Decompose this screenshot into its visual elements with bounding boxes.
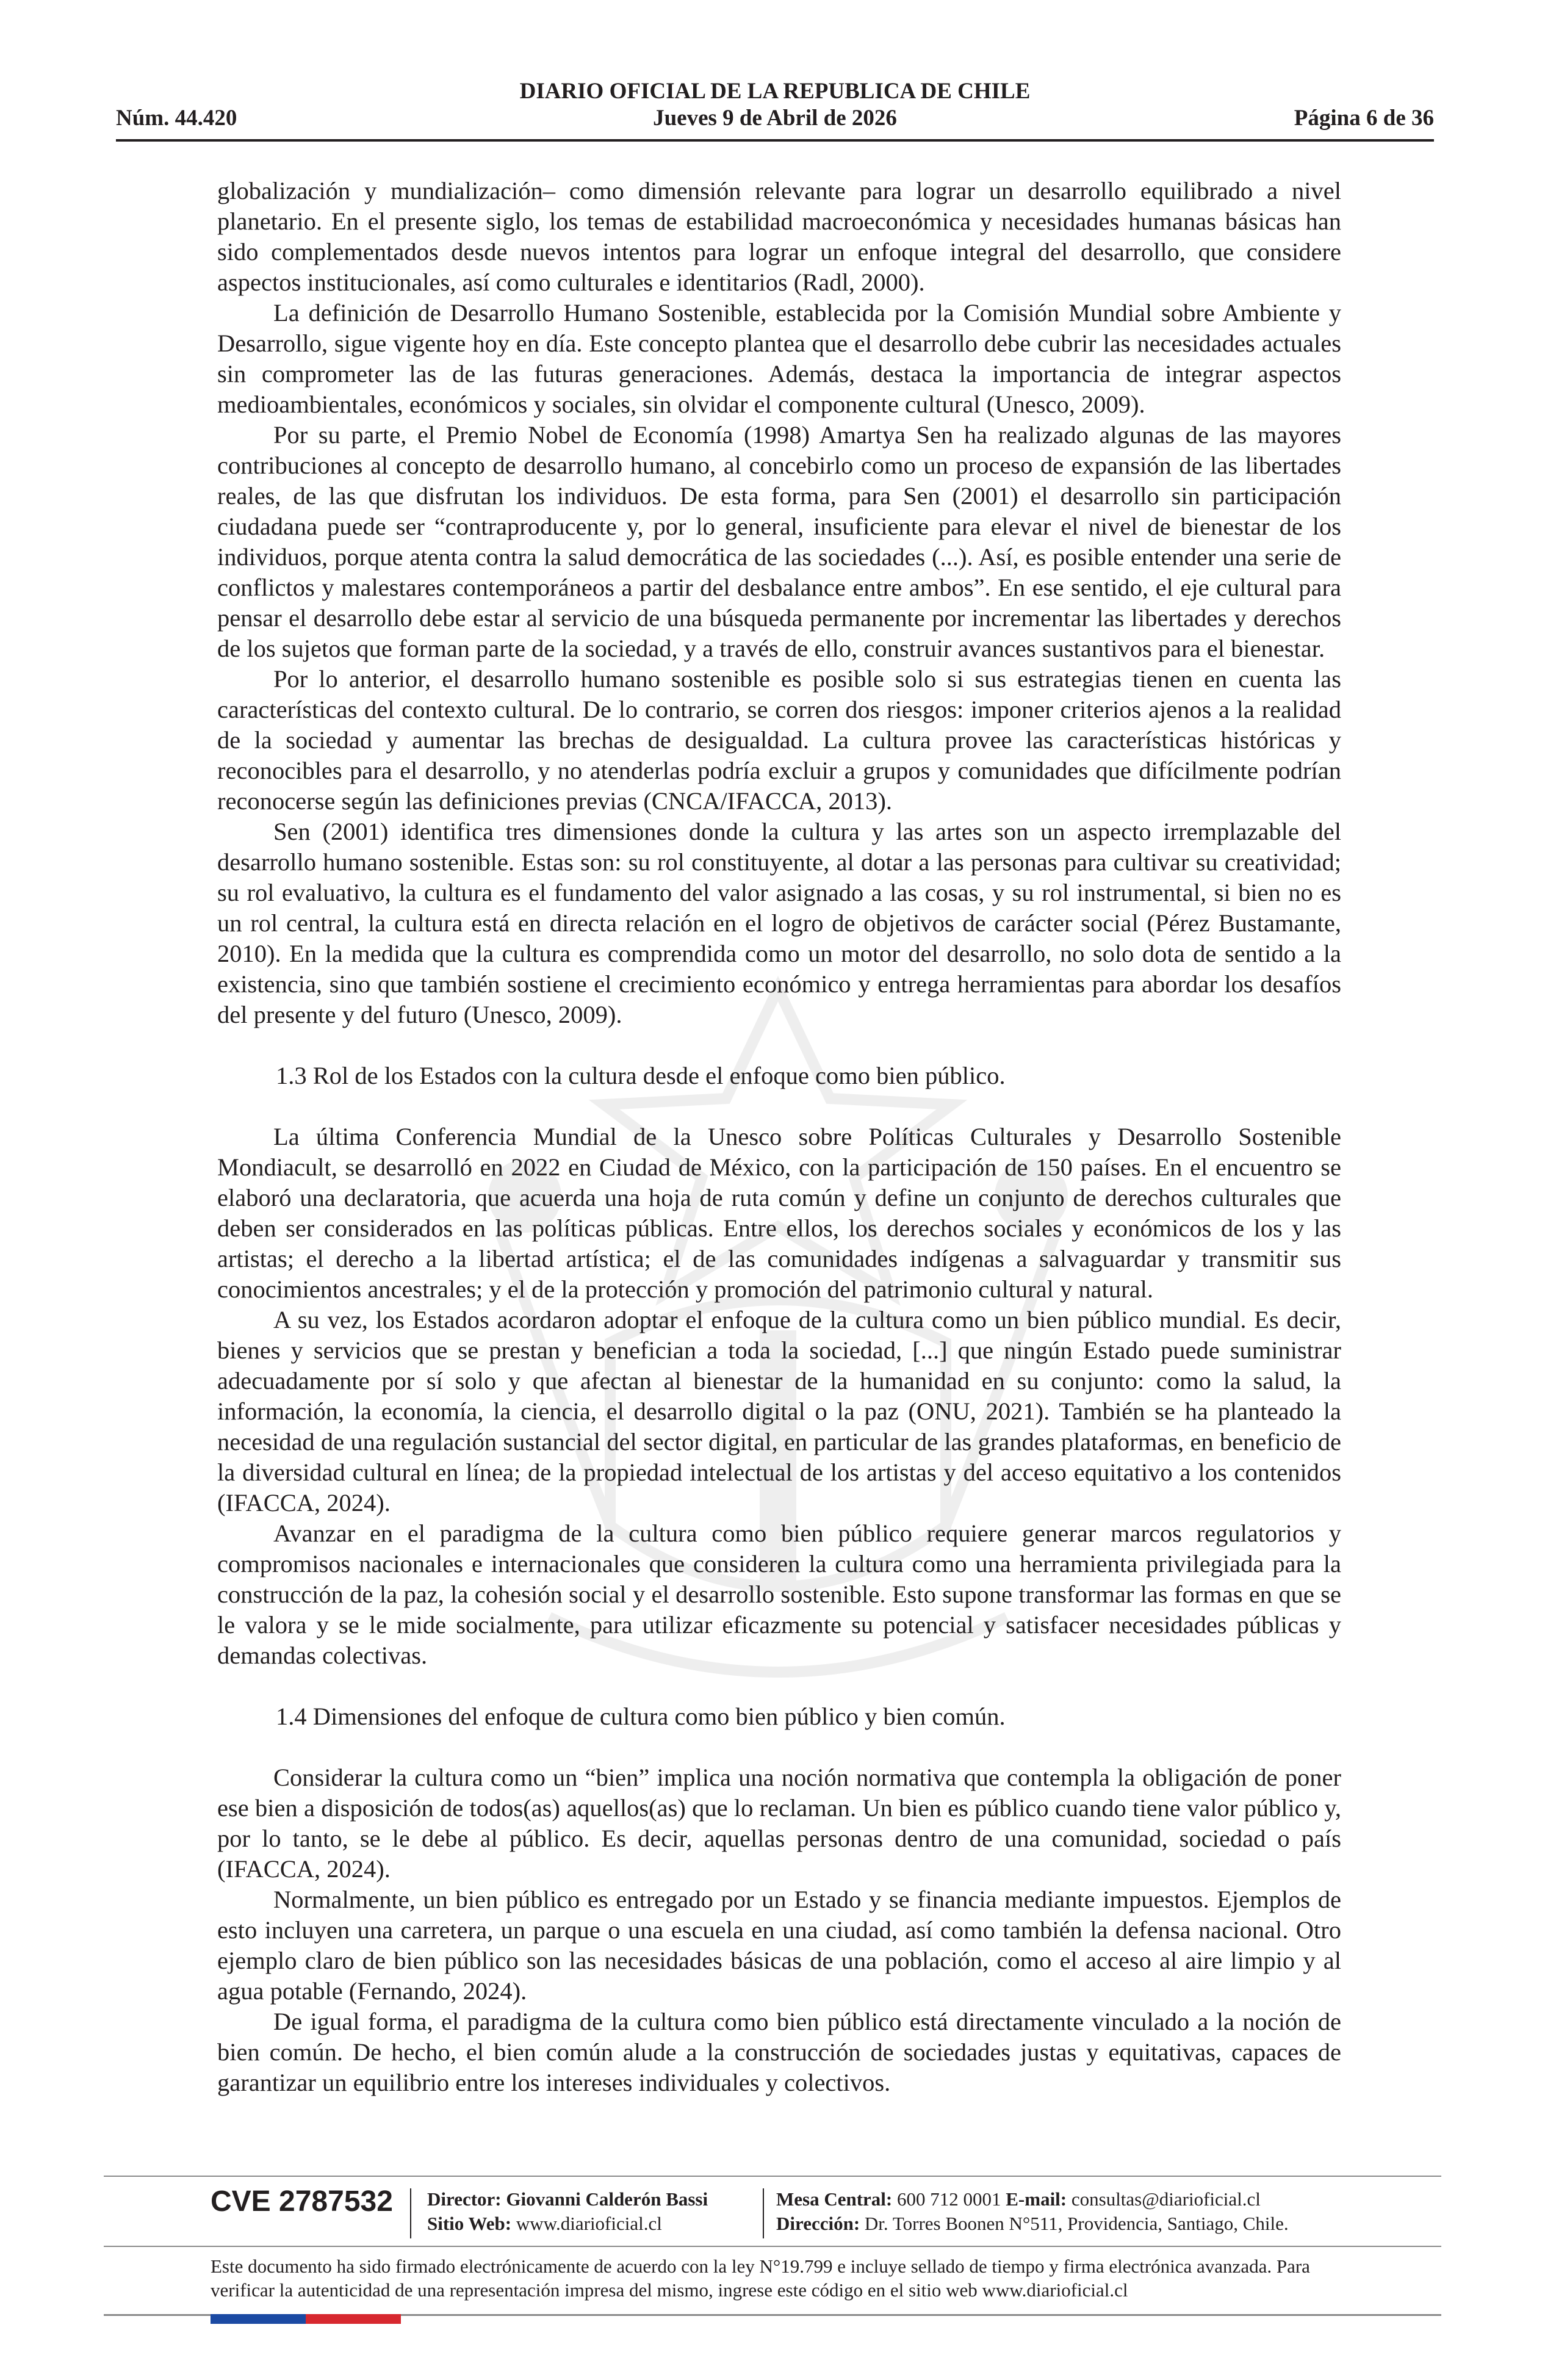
- website-label: Sitio Web:: [427, 2213, 512, 2234]
- footer-director-block: [427, 2187, 708, 2236]
- email-label: E-mail:: [1006, 2188, 1067, 2210]
- paragraph: Sen (2001) identifica tres dimensiones donde la cultura y las artes son un aspecto irremplazable del desarrollo humano sostenible. Estas son: su rol constituyente, al dotar a las personas para cultivar su creatividad; su rol evaluativo, la cultura es el fundamento del valor asignado a las cosas, y su rol instrumental, si bien no es un rol central, la cultura está en directa relación en el logro de objetivos de carácter social (Pérez Bustamante, 2010). En la medida que la cultura es comprendida como un motor del desarrollo, no solo dota de sentido a la existencia, sino que también sostiene el crecimiento económico y entrega herramientas para abordar los desafíos del presente y del futuro (Unesco, 2009).: [217, 818, 1341, 1028]
- footer-contact-block: [776, 2187, 1289, 2236]
- page-indicator: Página 6 de 36: [1294, 106, 1434, 131]
- paragraph: La definición de Desarrollo Humano Sostenible, establecida por la Comisión Mundial sobre Ambiente y Desarrollo, sigue vigente hoy en día. Este concepto plantea que el desarrollo debe cubrir las necesidades actuales sin comprometer las de las futuras generaciones. Además, destaca la importancia de integrar aspectos medioambientales, económicos y sociales, sin olvidar el componente cultural (Unesco, 2009).: [217, 299, 1341, 418]
- mesa-phone: 600 712 0001: [897, 2188, 1001, 2210]
- header-divider: [116, 139, 1434, 142]
- email-link[interactable]: consultas@diarioficial.cl: [1071, 2188, 1261, 2210]
- issue-number: Núm. 44.420: [116, 106, 237, 131]
- gazette-title: DIARIO OFICIAL DE LA REPUBLICA DE CHILE: [519, 79, 1031, 104]
- paragraph: globalización y mundialización– como dimensión relevante para lograr un desarrollo equilibrado a nivel planetario. En el presente siglo, los temas de estabilidad macroeconómica y necesidades humanas básicas han sido complementados desde nuevos intentos para lograr un enfoque integral del desarrollo, que considere aspectos institucionales, así como culturales e identitarios (Radl, 2000).: [217, 177, 1341, 296]
- section-heading: 1.4 Dimensiones del enfoque de cultura como bien público y bien común.: [276, 1703, 1006, 1730]
- paragraph: Por su parte, el Premio Nobel de Economía (1998) Amartya Sen ha realizado algunas de las mayores contribuciones al concepto de desarrollo humano, al concebirlo como un proceso de expansión de las libertades reales, de las que disfrutan los individuos. De esta forma, para Sen (2001) el desarrollo sin participación ciudadana puede ser “contraproducente y, por lo general, insuficiente para elevar el nivel de bienestar de los individuos, porque atenta contra la salud democrática de las sociedades (...). Así, es posible entender una serie de conflictos y malestares contemporáneos a partir del desbalance entre ambos”. En ese sentido, el eje cultural para pensar el desarrollo debe estar al servicio de una búsqueda permanente por incrementar las libertades y derechos de los sujetos que forman parte de la sociedad, y a través de ello, construir avances sustantivos para el bienestar.: [217, 421, 1341, 662]
- paragraph: Avanzar en el paradigma de la cultura como bien público requiere generar marcos regulatorios y compromisos nacionales e internacionales que consideren la cultura como una herramienta privilegiada para la construcción de la paz, la cohesión social y el desarrollo sostenible. Esto supone transformar las formas en que se le valora y se le mide socialmente, para utilizar eficazmente su potencial y satisfacer necesidades públicas y demandas colectivas.: [217, 1520, 1341, 1669]
- article-body: [217, 176, 1341, 2098]
- flag-blue-segment: [211, 2314, 306, 2324]
- director-name: Giovanni Calderón Bassi: [506, 2188, 708, 2210]
- footer-separator: [763, 2188, 764, 2238]
- paragraph: La última Conferencia Mundial de la Unesco sobre Políticas Culturales y Desarrollo Sostenible Mondiacult, se desarrolló en 2022 en Ciudad de México, con la participación de 150 países. En el encuentro se elaboró una declaratoria, que acuerda una hoja de ruta común y define un conjunto de derechos culturales que deben ser considerados en las políticas públicas. Entre ellos, los derechos sociales y económicos de los y las artistas; el derecho a la libertad artística; el de las comunidades indígenas a salvaguardar y transmitir sus conocimientos ancestrales; y el de la protección y promoción del patrimonio cultural y natural.: [217, 1123, 1341, 1303]
- flag-stripe: [211, 2314, 401, 2324]
- cve-code: CVE 2787532: [211, 2185, 393, 2218]
- paragraph: A su vez, los Estados acordaron adoptar el enfoque de la cultura como un bien público mundial. Es decir, bienes y servicios que se prestan y benefician a toda la sociedad, [...] que ningún Estado puede suministrar adecuadamente por sí solo y que afectan al bienestar de la humanidad en su conjunto: como la salud, la información, la economía, la ciencia, el desarrollo digital o la paz (ONU, 2021). También se ha planteado la necesidad de una regulación sustancial del sector digital, en particular de las grandes plataformas, en beneficio de la diversidad cultural en línea; de la propiedad intelectual de los artistas y del acceso equitativo a los contenidos (IFACCA, 2024).: [217, 1306, 1341, 1516]
- director-label: Director:: [427, 2188, 502, 2210]
- footer-divider-middle: [104, 2246, 1441, 2247]
- paragraph: De igual forma, el paradigma de la cultura como bien público está directamente vinculado a la noción de bien común. De hecho, el bien común alude a la construcción de sociedades justas y equitativas, capaces de garantizar un equilibrio entre los intereses individuales y colectivos.: [217, 2008, 1341, 2096]
- address-label: Dirección:: [776, 2213, 860, 2234]
- mesa-label: Mesa Central:: [776, 2188, 893, 2210]
- paragraph: Normalmente, un bien público es entregado por un Estado y se financia mediante impuestos. Ejemplos de esto incluyen una carretera, un parque o una escuela en una ciudad, así como también la defensa nacional. Otro ejemplo claro de bien público son las necesidades básicas de una población, como el acceso al aire limpio y al agua potable (Fernando, 2024).: [217, 1886, 1341, 2005]
- footer-divider-top: [104, 2176, 1441, 2177]
- website-link[interactable]: www.diarioficial.cl: [516, 2213, 662, 2234]
- address-value: Dr. Torres Boonen N°511, Providencia, Santiago, Chile.: [864, 2213, 1289, 2234]
- legal-notice: Este documento ha sido firmado electrónicamente de acuerdo con la ley N°19.799 e incluye sellado de tiempo y firma electrónica avanzada. Para verificar la autenticidad de una representación impresa del mismo, ingrese este código en el sitio web www.diarioficial.cl: [211, 2256, 1310, 2301]
- flag-red-segment: [306, 2314, 401, 2324]
- footer-separator: [410, 2188, 411, 2238]
- issue-date: Jueves 9 de Abril de 2026: [653, 106, 897, 131]
- paragraph: Considerar la cultura como un “bien” implica una noción normativa que contempla la obligación de poner ese bien a disposición de todos(as) aquellos(as) que lo reclaman. Un bien es público cuando tiene valor público y, por lo tanto, se le debe al público. Es decir, aquellas personas dentro de una comunidad, sociedad o país (IFACCA, 2024).: [217, 1764, 1341, 1883]
- section-heading: 1.3 Rol de los Estados con la cultura desde el enfoque como bien público.: [276, 1062, 1006, 1089]
- header-row: [116, 105, 1434, 134]
- paragraph: Por lo anterior, el desarrollo humano sostenible es posible solo si sus estrategias tienen en cuenta las características del contexto cultural. De lo contrario, se corren dos riesgos: imponer criterios ajenos a la realidad de la sociedad y aumentar las brechas de desigualdad. La cultura provee las características históricas y reconocibles para el desarrollo, y no atenderlas podría excluir a grupos y comunidades que difícilmente podrían reconocerse según las definiciones previas (CNCA/IFACCA, 2013).: [217, 665, 1341, 815]
